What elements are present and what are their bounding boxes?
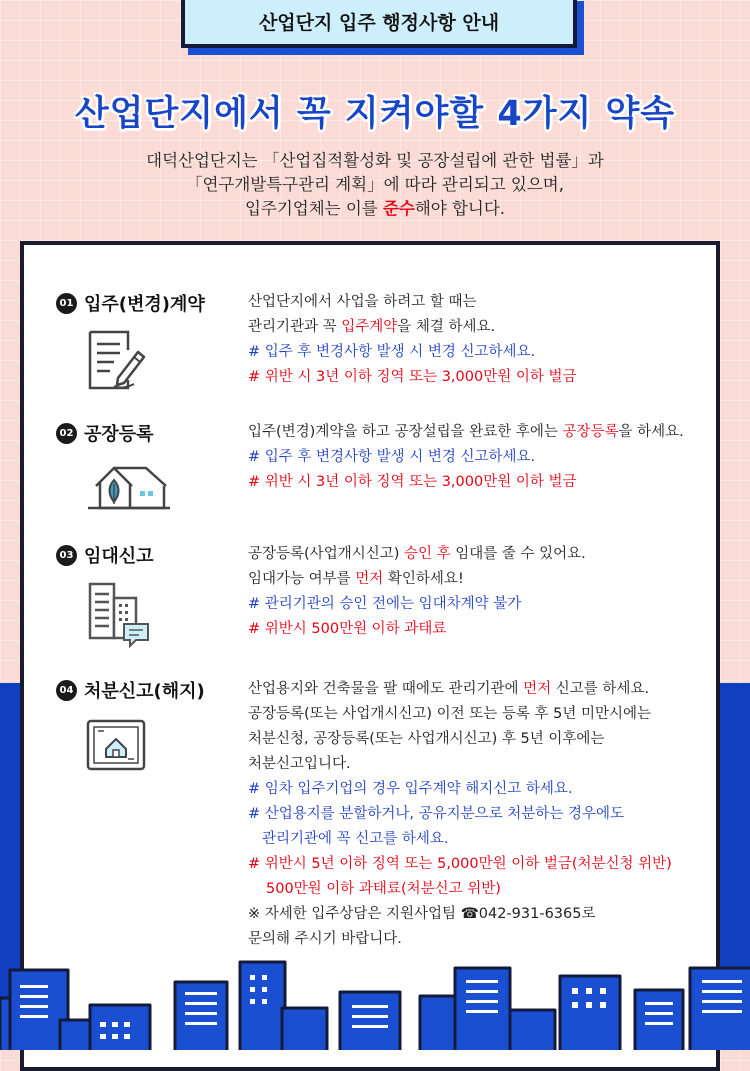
intro-line-3-pre: 입주기업체는 이를 [244,199,383,218]
section-number: 01 [56,293,77,314]
section-04-line-1 [248,677,672,702]
section-04-highlight: 먼저 [523,681,552,697]
section-01-body [248,290,576,390]
contact-pre: ※ 자세한 입주상담은 지원사업팀 [248,906,461,922]
section-02-note: # 입주 후 변경사항 발생 시 변경 신고하세요. [248,449,536,465]
building-chat-icon [84,580,154,650]
section-04-penalty-2: 500만원 이하 과태료(처분신고 위반) [266,881,501,897]
intro-text [0,149,750,221]
section-number: 02 [56,423,77,444]
section-02-highlight: 공장등록 [562,424,619,440]
section-number: 04 [56,680,77,701]
section-04-note-2-cont: 관리기관에 꼭 신고를 하세요. [262,831,449,847]
header-tab [181,0,577,48]
section-02-penalty: # 위반 시 3년 이하 징역 또는 3,000만원 이하 벌금 [248,474,577,490]
section-title: 공장등록 [84,424,154,445]
section-01-line-2-pre: 관리기관과 꼭 [248,319,342,335]
section-03-highlight-2: 먼저 [355,571,384,587]
section-04-line-2: 공장등록(또는 사업개시신고) 이전 또는 등록 후 5년 미만시에는 [248,706,651,722]
section-03-body [248,542,586,642]
header-tab-label: 산업단지 입주 행정사항 안내 [258,11,500,34]
section-01-penalty: # 위반 시 3년 이하 징역 또는 3,000만원 이하 벌금 [248,369,577,385]
section-title: 임대신고 [84,546,154,567]
section-04-note-1: # 임차 입주기업의 경우 입주계약 해지신고 하세요. [248,781,573,797]
blueprint-house-icon [84,717,148,773]
section-03-highlight-1: 승인 후 [404,546,451,562]
contact-phone: ☎042-931-6365 [460,906,582,922]
section-title: 처분신고(해지) [84,681,205,702]
section-03-line-2-post: 확인하세요! [383,571,464,587]
section-01-line-1: 산업단지에서 사업을 하려고 할 때는 [248,294,477,310]
section-03-heading [56,542,154,568]
section-04-line-3: 처분신청, 공장등록(또는 사업개시신고) 후 5년 이후에는 [248,731,605,747]
content-card [20,241,720,1071]
city-skyline [0,950,750,1050]
section-04-line-1-pre: 산업용지와 건축물을 팔 때에도 관리기관에 [248,681,524,697]
contact-line [248,902,672,927]
section-04-penalty-1: # 위반시 5년 이하 징역 또는 5,000만원 이하 벌금(처분신청 위반) [248,856,672,872]
section-02-body [248,420,684,495]
section-01-note: # 입주 후 변경사항 발생 시 변경 신고하세요. [248,344,536,360]
section-03-line-1-post: 임대를 줄 수 있어요. [450,546,586,562]
section-01-highlight: 입주계약 [341,319,398,335]
section-03-line-1-pre: 공장등록(사업개시신고) [248,546,404,562]
section-02-line-1-post: 을 하세요. [618,424,684,440]
intro-line-2: 「연구개발특구관리 계획」에 따라 관리되고 있으며, [185,175,564,194]
section-03-line-1 [248,542,586,567]
section-01-heading [56,290,205,316]
contact-post: 로 [581,906,596,922]
section-02-line-1 [248,420,684,445]
section-number: 03 [56,545,77,566]
section-04-body [248,677,672,952]
section-03-penalty: # 위반시 500만원 이하 과태료 [248,621,447,637]
document-pen-icon [84,328,148,392]
section-02-line-1-pre: 입주(변경)계약을 하고 공장설립을 완료한 후에는 [248,424,563,440]
intro-line-3 [0,197,750,221]
section-title: 입주(변경)계약 [84,294,205,315]
section-03-line-2-pre: 임대가능 여부를 [248,571,356,587]
section-04-heading [56,677,205,703]
section-04-line-1-post: 신고를 하세요. [551,681,650,697]
section-03-line-2 [248,567,586,592]
page-title: 산업단지에서 꼭 지켜야할 4가지 약속 [74,94,676,134]
intro-highlight: 준수 [382,199,415,218]
section-02-heading [56,420,154,446]
section-04-line-4: 처분신고입니다. [248,756,351,772]
section-01-line-2 [248,315,576,340]
section-04-note-2: # 산업용지를 분할하거나, 공유지분으로 처분하는 경우에도 [248,806,624,822]
intro-line-1: 대덕산업단지는 「산업집적활성화 및 공장설립에 관한 법률」과 [146,151,604,170]
section-03-note: # 관리기관의 승인 전에는 임대차계약 불가 [248,596,522,612]
contact-line-2: 문의해 주시기 바랍니다. [248,931,402,947]
intro-line-3-post: 해야 합니다. [414,199,506,218]
section-01-line-2-post: 을 체결 하세요. [397,319,496,335]
factory-house-icon [84,458,174,514]
